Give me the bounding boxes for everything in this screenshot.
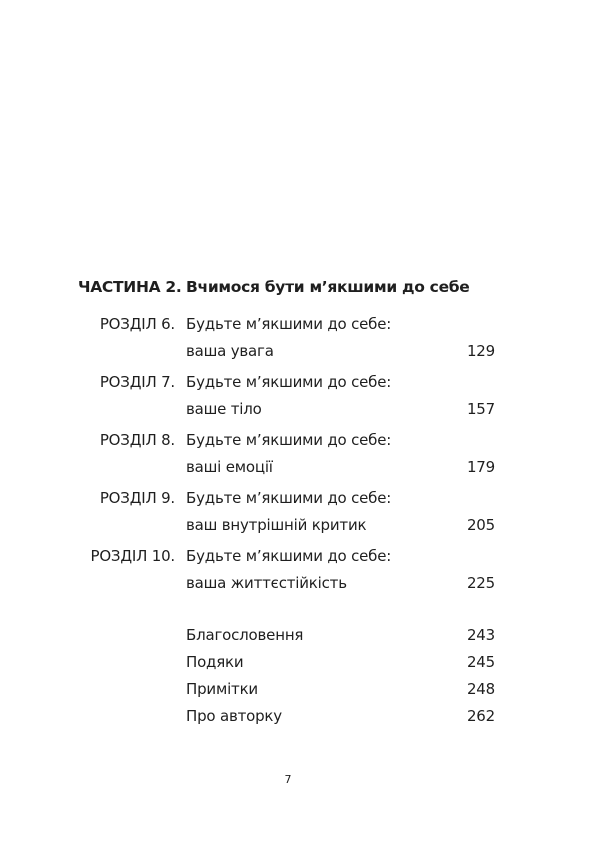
toc-backmatter-entry[interactable] — [0, 707, 600, 729]
chapter-page-number: 205 — [466, 516, 495, 534]
chapter-title-line2: ваші емоції — [186, 458, 273, 476]
chapter-page-number: 129 — [466, 342, 495, 360]
chapter-title-line1: Будьте м’якшими до себе: — [186, 489, 392, 507]
toc-backmatter-entry[interactable] — [0, 680, 600, 702]
chapter-label: РОЗДІЛ 7. — [99, 373, 175, 391]
chapter-title-line1: Будьте м’якшими до себе: — [186, 431, 392, 449]
backmatter-page-number: 262 — [466, 707, 495, 725]
part-heading — [78, 278, 470, 296]
chapter-title-line2: ваш внутрішній критик — [186, 516, 367, 534]
backmatter-title: Про авторку — [186, 707, 282, 725]
chapter-page-number: 157 — [466, 400, 495, 418]
toc-backmatter-entry[interactable] — [0, 653, 600, 675]
chapter-title-line1: Будьте м’якшими до себе: — [186, 373, 392, 391]
backmatter-page-number: 248 — [466, 680, 495, 698]
chapter-label: РОЗДІЛ 6. — [99, 315, 175, 333]
chapter-title-line2: ваше тіло — [186, 400, 262, 418]
chapter-title-line1: Будьте м’якшими до себе: — [186, 315, 392, 333]
page-number-folio: 7 — [284, 773, 292, 786]
chapter-label: РОЗДІЛ 9. — [99, 489, 175, 507]
backmatter-page-number: 245 — [466, 653, 495, 671]
chapter-page-number: 179 — [466, 458, 495, 476]
backmatter-page-number: 243 — [466, 626, 495, 644]
backmatter-title: Благословення — [186, 626, 304, 644]
chapter-title-line2: ваша життєстійкість — [186, 574, 347, 592]
chapter-title-line2: ваша увага — [186, 342, 274, 360]
chapter-title-line1: Будьте м’якшими до себе: — [186, 547, 392, 565]
backmatter-title: Примітки — [186, 680, 258, 698]
chapter-page-number: 225 — [466, 574, 495, 592]
backmatter-title: Подяки — [186, 653, 244, 671]
part-label: ЧАСТИНА 2. — [78, 278, 182, 296]
chapter-label: РОЗДІЛ 8. — [99, 431, 175, 449]
chapter-label: РОЗДІЛ 10. — [90, 547, 175, 565]
toc-backmatter-entry[interactable] — [0, 626, 600, 648]
part-title: Вчимося бути м’якшими до себе — [186, 278, 470, 296]
